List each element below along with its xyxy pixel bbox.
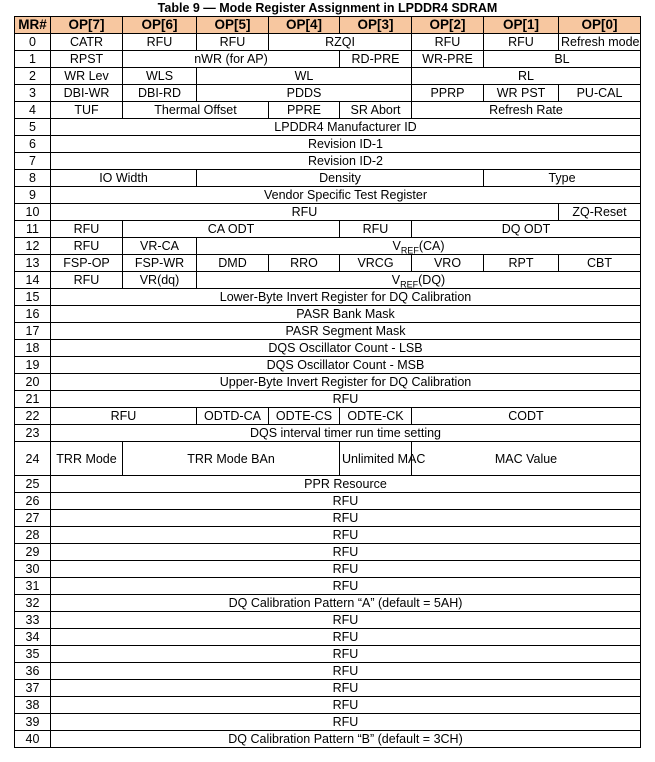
register-field-cell: DBI-RD <box>123 85 197 102</box>
register-field-cell: Refresh mode <box>559 34 641 51</box>
mr-number-cell: 14 <box>15 272 51 289</box>
mr-number-cell: 0 <box>15 34 51 51</box>
register-field-cell <box>197 272 641 289</box>
table-row <box>15 578 641 595</box>
field-text: V <box>392 239 401 253</box>
table-row <box>15 629 641 646</box>
table-row <box>15 119 641 136</box>
mr-number-cell: 27 <box>15 510 51 527</box>
header-cell: OP[2] <box>412 17 484 34</box>
mr-number-cell: 21 <box>15 391 51 408</box>
field-text: V <box>391 273 401 287</box>
register-field-cell: BL <box>484 51 641 68</box>
table-row <box>15 493 641 510</box>
mr-number-cell: 32 <box>15 595 51 612</box>
register-field-cell: PU-CAL <box>559 85 641 102</box>
register-field-cell: CBT <box>559 255 641 272</box>
register-field-cell: PPRE <box>269 102 340 119</box>
header-cell: OP[4] <box>269 17 340 34</box>
register-field-cell: RFU <box>412 34 484 51</box>
field-subscript: REF <box>400 279 419 290</box>
table-row <box>15 527 641 544</box>
table-row <box>15 680 641 697</box>
register-field-cell: RFU <box>51 578 641 595</box>
register-field-cell: DQS interval timer run time setting <box>51 425 641 442</box>
table-row <box>15 153 641 170</box>
register-field-cell: Revision ID-1 <box>51 136 641 153</box>
mr-number-cell: 29 <box>15 544 51 561</box>
table-row <box>15 136 641 153</box>
mr-number-cell: 3 <box>15 85 51 102</box>
register-field-cell: Type <box>484 170 641 187</box>
mode-register-table <box>14 16 641 748</box>
mr-number-cell: 24 <box>15 442 51 476</box>
mr-number-cell: 13 <box>15 255 51 272</box>
table-row <box>15 102 641 119</box>
field-text-tail: (DQ) <box>418 273 446 287</box>
mr-number-cell: 2 <box>15 68 51 85</box>
register-field-cell: ZQ-Reset <box>559 204 641 221</box>
register-field-cell: RFU <box>484 34 559 51</box>
register-field-cell: RFU <box>51 221 123 238</box>
register-field-cell: PASR Segment Mask <box>51 323 641 340</box>
mr-number-cell: 4 <box>15 102 51 119</box>
mr-number-cell: 8 <box>15 170 51 187</box>
register-field-cell: WR PST <box>484 85 559 102</box>
table-row <box>15 51 641 68</box>
mr-number-cell: 36 <box>15 663 51 680</box>
mr-number-cell: 17 <box>15 323 51 340</box>
register-field-cell: IO Width <box>51 170 197 187</box>
mr-number-cell: 25 <box>15 476 51 493</box>
table-row <box>15 646 641 663</box>
register-field-cell: RFU <box>51 680 641 697</box>
register-field-cell: RFU <box>51 408 197 425</box>
register-field-cell: DMD <box>197 255 269 272</box>
table-row <box>15 357 641 374</box>
register-field-cell: WR Lev <box>51 68 123 85</box>
register-field-cell: RFU <box>51 204 559 221</box>
field-text-tail: (CA) <box>418 239 445 253</box>
mr-number-cell: 9 <box>15 187 51 204</box>
mr-number-cell: 12 <box>15 238 51 255</box>
register-field-cell: RFU <box>51 527 641 544</box>
table-row <box>15 595 641 612</box>
register-field-cell: Density <box>197 170 484 187</box>
mr-number-cell: 18 <box>15 340 51 357</box>
register-field-cell: RFU <box>51 544 641 561</box>
register-field-cell: WLS <box>123 68 197 85</box>
table-row <box>15 731 641 748</box>
table-row <box>15 170 641 187</box>
table-row <box>15 238 641 255</box>
mr-number-cell: 16 <box>15 306 51 323</box>
table-row <box>15 221 641 238</box>
table-row <box>15 374 641 391</box>
table-row <box>15 187 641 204</box>
register-field-cell: TRR Mode <box>51 442 123 476</box>
register-field-cell: VRO <box>412 255 484 272</box>
table-row <box>15 544 641 561</box>
table-row <box>15 476 641 493</box>
table-row <box>15 204 641 221</box>
register-field-cell: RFU <box>51 646 641 663</box>
register-field-cell: RFU <box>51 493 641 510</box>
register-field-cell: DQS Oscillator Count - MSB <box>51 357 641 374</box>
register-field-cell: DQ Calibration Pattern “A” (default = 5AH) <box>51 595 641 612</box>
register-field-cell: RFU <box>51 391 641 408</box>
register-field-cell: ODTE-CK <box>340 408 412 425</box>
register-field-cell: Vendor Specific Test Register <box>51 187 641 204</box>
table-row <box>15 408 641 425</box>
mr-number-cell: 34 <box>15 629 51 646</box>
mr-number-cell: 33 <box>15 612 51 629</box>
register-field-cell: CATR <box>51 34 123 51</box>
register-field-cell: RFU <box>51 561 641 578</box>
register-field-cell: RFU <box>123 34 197 51</box>
register-field-cell: TUF <box>51 102 123 119</box>
header-row <box>15 17 641 34</box>
register-field-cell: RFU <box>51 612 641 629</box>
register-field-cell: RPST <box>51 51 123 68</box>
register-field-cell: RFU <box>51 697 641 714</box>
table-body <box>15 34 641 748</box>
register-field-cell: RFU <box>51 714 641 731</box>
register-field-cell: VR-CA <box>123 238 197 255</box>
register-field-cell: PDDS <box>197 85 412 102</box>
mr-number-cell: 6 <box>15 136 51 153</box>
mr-number-cell: 37 <box>15 680 51 697</box>
register-field-cell: RD-PRE <box>340 51 412 68</box>
table-row <box>15 425 641 442</box>
register-field-cell: RPT <box>484 255 559 272</box>
mr-number-cell: 1 <box>15 51 51 68</box>
table-row <box>15 340 641 357</box>
register-field-cell: MAC Value <box>412 442 641 476</box>
register-field-cell: FSP-OP <box>51 255 123 272</box>
mr-number-cell: 30 <box>15 561 51 578</box>
table-row <box>15 442 641 476</box>
header-cell: OP[1] <box>484 17 559 34</box>
mr-number-cell: 38 <box>15 697 51 714</box>
register-field-cell: RFU <box>51 238 123 255</box>
register-field-cell: RFU <box>51 663 641 680</box>
register-field-cell: Upper-Byte Invert Register for DQ Calibration <box>51 374 641 391</box>
register-field-cell: RFU <box>51 510 641 527</box>
table-row <box>15 323 641 340</box>
table-row <box>15 391 641 408</box>
register-field-cell: PASR Bank Mask <box>51 306 641 323</box>
table-row <box>15 255 641 272</box>
register-field-cell: ODTE-CS <box>269 408 340 425</box>
table-row <box>15 85 641 102</box>
register-field-cell: VRCG <box>340 255 412 272</box>
table-row <box>15 612 641 629</box>
register-field-cell: RZQI <box>269 34 412 51</box>
register-field-cell: DQ Calibration Pattern “B” (default = 3CH) <box>51 731 641 748</box>
field-subscript: REF <box>400 245 419 256</box>
register-field-cell: RL <box>412 68 641 85</box>
register-field-cell: LPDDR4 Manufacturer ID <box>51 119 641 136</box>
header-cell: OP[0] <box>559 17 641 34</box>
table-row <box>15 663 641 680</box>
mr-number-cell: 20 <box>15 374 51 391</box>
table-row <box>15 272 641 289</box>
register-field-cell: FSP-WR <box>123 255 197 272</box>
register-field-cell: PPR Resource <box>51 476 641 493</box>
header-cell: OP[6] <box>123 17 197 34</box>
register-field-cell: DBI-WR <box>51 85 123 102</box>
register-field-cell: Thermal Offset <box>123 102 269 119</box>
register-field-cell: WL <box>197 68 412 85</box>
mr-number-cell: 26 <box>15 493 51 510</box>
register-field-cell: WR-PRE <box>412 51 484 68</box>
header-cell: OP[3] <box>340 17 412 34</box>
mr-number-cell: 35 <box>15 646 51 663</box>
register-field-cell: Revision ID-2 <box>51 153 641 170</box>
mr-number-cell: 19 <box>15 357 51 374</box>
register-field-cell: RFU <box>340 221 412 238</box>
table-row <box>15 34 641 51</box>
mr-number-cell: 40 <box>15 731 51 748</box>
table-row <box>15 68 641 85</box>
register-field-cell: Unlimited MAC <box>340 442 412 476</box>
register-field-cell <box>197 238 641 255</box>
register-field-cell: DQ ODT <box>412 221 641 238</box>
header-cell: MR# <box>15 17 51 34</box>
register-field-cell: Lower-Byte Invert Register for DQ Calibration <box>51 289 641 306</box>
mr-number-cell: 11 <box>15 221 51 238</box>
mr-number-cell: 5 <box>15 119 51 136</box>
header-cell: OP[5] <box>197 17 269 34</box>
mr-number-cell: 31 <box>15 578 51 595</box>
table-row <box>15 306 641 323</box>
mr-number-cell: 22 <box>15 408 51 425</box>
table-row <box>15 697 641 714</box>
register-field-cell: DQS Oscillator Count - LSB <box>51 340 641 357</box>
table-row <box>15 561 641 578</box>
table-row <box>15 714 641 731</box>
register-field-cell: RFU <box>51 629 641 646</box>
register-field-cell: VR(dq) <box>123 272 197 289</box>
header-cell: OP[7] <box>51 17 123 34</box>
register-field-cell: PPRP <box>412 85 484 102</box>
mr-number-cell: 10 <box>15 204 51 221</box>
register-field-cell: ODTD-CA <box>197 408 269 425</box>
table-row <box>15 289 641 306</box>
register-field-cell: RFU <box>51 272 123 289</box>
register-field-cell: RRO <box>269 255 340 272</box>
register-field-cell: RFU <box>197 34 269 51</box>
register-field-cell: CODT <box>412 408 641 425</box>
register-field-cell: nWR (for AP) <box>123 51 340 68</box>
mr-number-cell: 39 <box>15 714 51 731</box>
mr-number-cell: 15 <box>15 289 51 306</box>
mr-number-cell: 7 <box>15 153 51 170</box>
mr-number-cell: 23 <box>15 425 51 442</box>
register-field-cell: Refresh Rate <box>412 102 641 119</box>
table-caption: Table 9 — Mode Register Assignment in LPDDR4 SDRAM <box>157 1 498 15</box>
register-field-cell: CA ODT <box>123 221 340 238</box>
register-field-cell: TRR Mode BAn <box>123 442 340 476</box>
register-field-cell: SR Abort <box>340 102 412 119</box>
mr-number-cell: 28 <box>15 527 51 544</box>
table-row <box>15 510 641 527</box>
